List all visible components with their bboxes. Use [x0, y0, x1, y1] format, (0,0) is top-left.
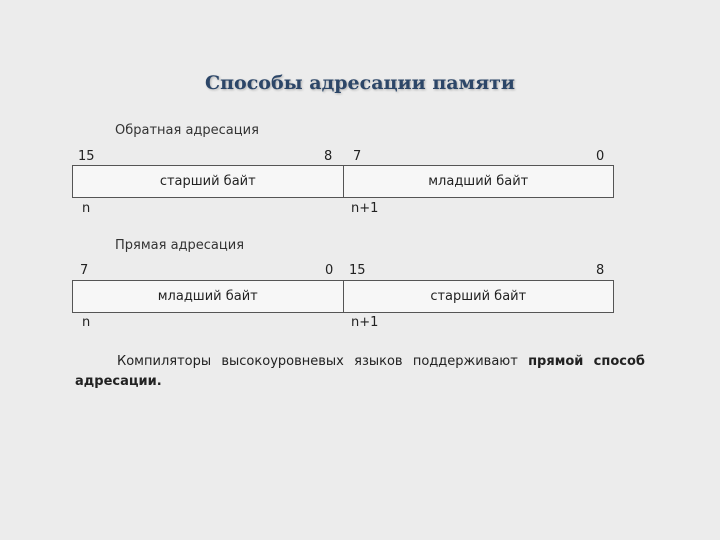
direct-bit-7: 7	[80, 263, 89, 278]
reverse-high-byte: старший байт	[73, 166, 344, 197]
reverse-bit-15: 15	[78, 149, 95, 164]
reverse-bit-8: 8	[324, 149, 333, 164]
direct-high-byte: старший байт	[430, 289, 527, 304]
slide-title: Способы адресации памяти	[205, 72, 515, 94]
note-text: Компиляторы высокоуровневых языков поддерживают	[117, 354, 529, 369]
reverse-bit-7: 7	[353, 149, 362, 164]
reverse-register	[72, 165, 614, 198]
note-emphasis-method: способ адресации.	[75, 354, 645, 389]
direct-bit-8: 8	[596, 263, 605, 278]
direct-addr-n1: n+1	[351, 315, 379, 330]
direct-low-byte: младший байт	[73, 281, 344, 312]
direct-bit-0: 0	[325, 263, 334, 278]
direct-register	[72, 280, 614, 313]
note-space	[583, 354, 593, 369]
reverse-low-byte: младший байт	[428, 174, 529, 189]
reverse-addr-n: n	[82, 201, 91, 216]
reverse-addr-n1: n+1	[351, 201, 379, 216]
direct-caption: Прямая адресация	[115, 238, 245, 253]
compiler-note	[75, 352, 645, 392]
note-emphasis-direct: прямой	[528, 354, 584, 369]
direct-addr-n: n	[82, 315, 91, 330]
direct-bit-15: 15	[349, 263, 366, 278]
reverse-caption: Обратная адресация	[115, 123, 259, 138]
reverse-bit-0: 0	[596, 149, 605, 164]
